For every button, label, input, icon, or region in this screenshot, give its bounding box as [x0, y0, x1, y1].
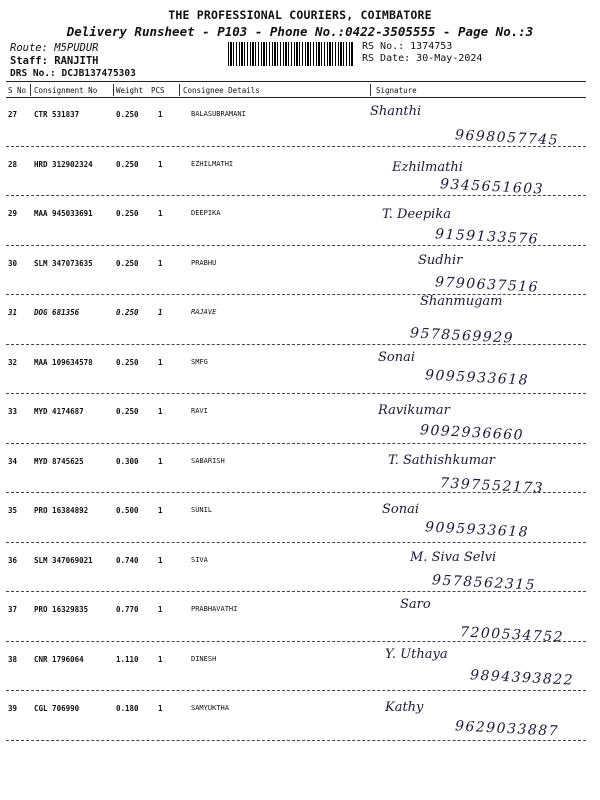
pieces-count: 1	[158, 506, 163, 515]
weight-value: 0.770	[116, 605, 139, 614]
signature-phone: 9092936660	[419, 422, 525, 445]
pieces-count: 1	[158, 357, 163, 367]
signature-name: T. Sathishkumar	[388, 452, 496, 468]
row-divider	[6, 195, 586, 196]
pieces-count: 1	[158, 258, 163, 268]
row-divider	[6, 740, 586, 741]
pieces-count: 1	[158, 308, 163, 317]
signature-name: Shanthi	[370, 104, 422, 119]
route-label: Route: M5PUDUR	[10, 42, 99, 54]
consignee-name: SMFG	[191, 357, 208, 366]
col-pcs: PCS	[151, 86, 165, 95]
consignment-number: CTR 531837	[34, 110, 80, 119]
pieces-count: 1	[158, 209, 163, 218]
row-sno: 35	[8, 506, 18, 515]
signature-phone: 9698057745	[454, 127, 560, 149]
row-sno: 28	[8, 159, 18, 169]
col-consignee: Consignee Details	[183, 86, 260, 95]
col-divider	[113, 84, 114, 96]
consignment-number: PRO 16384892	[34, 506, 89, 515]
col-signature: Signature	[376, 86, 417, 95]
signature-name: Saro	[400, 597, 431, 612]
pieces-count: 1	[158, 605, 163, 614]
signature-phone: 9894393822	[469, 666, 575, 689]
signature-name: Y. Uthaya	[385, 646, 448, 662]
signature-phone: 9095933618	[424, 519, 530, 541]
pieces-count: 1	[158, 110, 163, 119]
signature-phone: 9629033887	[454, 718, 560, 740]
signature-phone: 9578569929	[409, 325, 515, 347]
col-consignment: Consignment No	[34, 86, 98, 95]
consignee-name: BALASUBRAMANI	[191, 110, 246, 118]
signature-name: T. Deepika	[382, 207, 451, 222]
consignment-number: SLM 347073635	[34, 258, 93, 268]
col-divider	[179, 84, 180, 96]
consignee-name: SABARISH	[191, 456, 225, 465]
staff-label: Staff: RANJITH	[10, 55, 99, 67]
signature-name: Shanmugam	[420, 294, 503, 309]
signature-phone: 7200534752	[459, 623, 565, 646]
rs-date: RS Date: 30-May-2024	[362, 53, 483, 64]
pieces-count: 1	[158, 159, 163, 169]
consignment-number: DOG 681356	[34, 308, 80, 317]
header-rule	[6, 81, 586, 82]
consignment-number: MYD 8745625	[34, 456, 84, 466]
consignment-number: MYD 4174687	[34, 407, 84, 416]
row-divider	[6, 443, 586, 444]
signature-name: Sonai	[382, 502, 420, 517]
pieces-count: 1	[158, 407, 163, 416]
consignee-name: DINESH	[191, 654, 217, 663]
signature-name: Ravikumar	[378, 403, 450, 418]
weight-value: 0.740	[116, 555, 139, 565]
weight-value: 0.180	[116, 704, 139, 713]
pieces-count: 1	[158, 704, 163, 713]
row-divider	[6, 690, 586, 691]
weight-value: 0.250	[116, 110, 139, 119]
company-title: THE PROFESSIONAL COURIERS, COIMBATORE	[168, 8, 432, 22]
consignee-name: SIVA	[191, 555, 208, 564]
consignee-name: PRABHU	[191, 258, 217, 267]
consignee-name: SAMYUKTHA	[191, 704, 229, 712]
row-divider	[6, 245, 586, 246]
row-sno: 34	[8, 456, 18, 466]
weight-value: 0.250	[116, 209, 139, 218]
signature-name: M. Siva Selvi	[410, 549, 497, 565]
row-sno: 33	[8, 407, 18, 416]
row-sno: 36	[8, 555, 18, 565]
pieces-count: 1	[158, 555, 163, 565]
col-weight: Weight	[116, 86, 144, 95]
weight-value: 0.300	[116, 456, 139, 466]
row-divider	[6, 344, 586, 345]
pieces-count: 1	[158, 456, 163, 466]
drs-number: DRS No.: DCJB137475303	[10, 68, 136, 79]
signature-name: Sudhir	[418, 252, 463, 268]
consignment-number: HRD 312902324	[34, 159, 93, 169]
signature-phone: 7397552173	[439, 475, 545, 497]
row-divider	[6, 641, 586, 642]
signature-phone: 9578562315	[431, 571, 537, 594]
runsheet-subtitle: Delivery Runsheet - P103 - Phone No.:0422-3505555 - Page No.:3	[66, 24, 534, 39]
weight-value: 0.250	[116, 159, 139, 169]
weight-value: 0.250	[116, 407, 139, 416]
signature-phone: 9345651603	[439, 175, 545, 198]
signature-phone: 9159133576	[434, 226, 540, 248]
consignment-number: SLM 347069021	[34, 555, 93, 565]
row-sno: 39	[8, 704, 18, 713]
consignment-number: MAA 109634578	[34, 357, 93, 367]
weight-value: 0.500	[116, 506, 139, 515]
row-sno: 38	[8, 654, 18, 664]
consignee-name: EZHILMATHI	[191, 159, 234, 168]
signature-phone: 9790637516	[434, 273, 540, 296]
consignment-number: CNR 1796064	[34, 654, 84, 664]
row-divider	[6, 542, 586, 543]
consignee-name: DEEPIKA	[191, 209, 221, 217]
consignee-name: RAVI	[191, 407, 208, 415]
row-sno: 30	[8, 258, 18, 268]
consignee-name: PRABHAVATHI	[191, 605, 238, 613]
col-divider	[370, 84, 371, 96]
row-sno: 32	[8, 357, 18, 367]
row-sno: 31	[8, 308, 18, 317]
weight-value: 1.110	[116, 654, 139, 664]
consignment-number: PRO 16329835	[34, 605, 89, 614]
table-row	[6, 643, 586, 693]
row-sno: 29	[8, 209, 18, 218]
signature-name: Kathy	[385, 700, 424, 715]
row-sno: 37	[8, 605, 18, 614]
signature-phone: 9095933618	[424, 367, 530, 390]
row-divider	[6, 492, 586, 493]
signature-name: Ezhilmathi	[392, 159, 463, 175]
barcode	[228, 42, 354, 66]
weight-value: 0.250	[116, 258, 139, 268]
col-sno: S No	[8, 86, 27, 95]
consignment-number: CGL 706990	[34, 704, 80, 713]
col-divider	[30, 84, 31, 96]
consignment-number: MAA 945033691	[34, 209, 93, 218]
row-divider	[6, 146, 586, 147]
row-sno: 27	[8, 110, 18, 119]
weight-value: 0.250	[116, 357, 139, 367]
consignee-name: SUNIL	[191, 506, 213, 514]
signature-name: Sonai	[378, 349, 416, 365]
weight-value: 0.250	[116, 308, 139, 317]
row-divider	[6, 591, 586, 592]
rs-number: RS No.: 1374753	[362, 41, 453, 52]
row-divider	[6, 393, 586, 394]
consignee-name: RAJAVE	[191, 308, 217, 316]
pieces-count: 1	[158, 654, 163, 664]
